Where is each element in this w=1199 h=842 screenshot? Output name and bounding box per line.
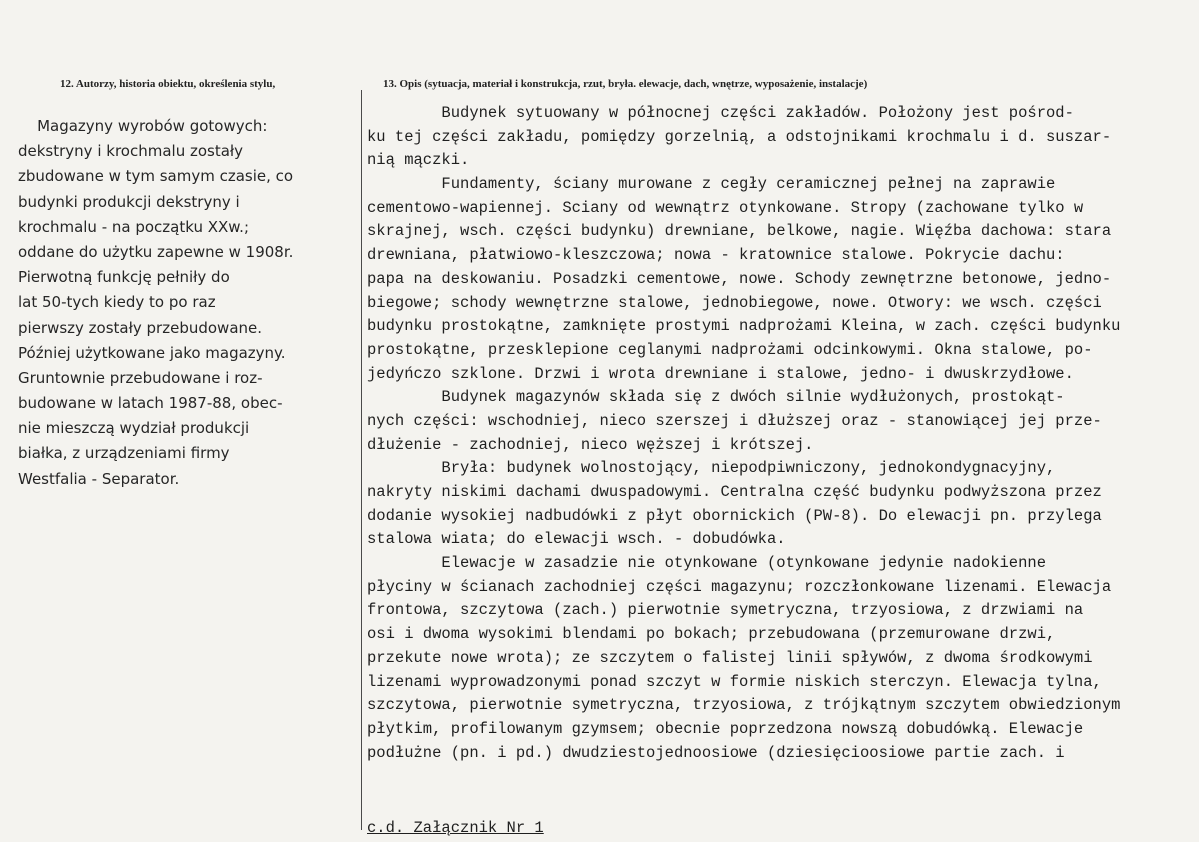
description-text-line: Bryła: budynek wolnostojący, niepodpiwniczony, jednokondygnacyjny, — [367, 459, 1056, 478]
description-text-line: frontowa, szczytowa (zach.) pierwotnie symetryczna, trzyosiowa, z drzwiami na — [367, 601, 1084, 620]
continuation-note: c.d. Załącznik Nr 1 — [367, 819, 544, 837]
description-text-line: nakryty niskimi dachami dwuspadowymi. Centralna część budynku podwyższona przez — [367, 483, 1102, 501]
history-text-line: Później użytkowane jako magazyny. — [18, 343, 286, 362]
description-text-line: dodanie wysokiej nadbudówki z płyt obornickich (PW-8). Do elewacji pn. przylega — [367, 506, 1102, 525]
description-text-line: drewniana, płatwiowo-kleszczowa; nowa - kratownice stalowe. Pokrycie dachu: — [367, 246, 1065, 265]
description-text-line: nych części: wschodniej, nieco szerszej i dłuższej oraz - stanowiącej jej prze- — [367, 411, 1102, 430]
description-text-line: prostokątne, przesklepione ceglanymi nadprożami odcinkowymi. Okna stalowe, po- — [367, 340, 1093, 359]
description-text-line: płytkim, profilowanym gzymsem; obecnie poprzedzona nowszą dobudówką. Elewacje — [367, 719, 1084, 738]
description-text-line: cementowo-wapiennej. Sciany od wewnątrz otynkowane. Stropy (zachowane tylko w — [367, 198, 1084, 217]
description-text-line: osi i dwoma wysokimi blendami po bokach; przebudowana (przemurowane drzwi, — [367, 625, 1056, 644]
description-text-line: lizenami wyprowadzonymi ponad szczyt w formie niskich sterczyn. Elewacja tylna, — [367, 672, 1102, 691]
history-text-line: Gruntownie przebudowane i roz- — [18, 368, 263, 387]
history-text-line: Westfalia - Separator. — [18, 469, 180, 488]
description-text-line: Budynek sytuowany w północnej części zakładów. Położony jest pośrod- — [367, 104, 1074, 122]
description-text-line: Fundamenty, ściany murowane z cegły ceramicznej pełnej na zaprawie — [367, 175, 1056, 194]
description-text-line: nią mączki. — [367, 151, 470, 170]
history-text-line: Pierwotną funkcję pełniły do — [18, 268, 230, 287]
description-text-line: płyciny w ścianach zachodniej części magazynu; rozczłonkowane lizenami. Elewacja — [367, 577, 1112, 596]
history-text-line: lat 50-tych kiedy to po raz — [18, 293, 216, 312]
description-text-line: stalowa wiata; do elewacji wsch. - dobudówka. — [367, 530, 786, 549]
description-text-line: skrajnej, wsch. części budynku) drewniane, belkowe, nagie. Więźba dachowa: stara — [367, 222, 1112, 241]
description-text-line: szczytowa, pierwotnie symetryczna, trzyosiowa, z trójkątnym szczytem obwiedzionym — [367, 696, 1121, 715]
description-text-line: ku tej części zakładu, pomiędzy gorzelnią, a odstojnikami krochmalu i d. suszar- — [367, 127, 1112, 146]
description-text-line: jedyńczo szklone. Drzwi i wrota drewniane i stalowe, jedno- i dwuskrzydłowe. — [367, 364, 1074, 383]
history-text-line: krochmalu - na początku XXw.; — [18, 217, 250, 236]
history-text-line: oddane do użytku zapewne w 1908r. — [18, 242, 294, 261]
history-text-line: budynki produkcji dekstryny i — [18, 192, 240, 211]
history-text-line: nie mieszczą wydział produkcji — [18, 419, 250, 438]
description-text-line: przekute nowe wrota); ze szczytem o falistej linii spływów, z dwoma środkowymi — [367, 648, 1093, 667]
description-text-line: dłużenie - zachodniej, nieco węższej i krótszej. — [367, 435, 814, 454]
description-text-line: biegowe; schody wewnętrzne stalowe, jednobiegowe, nowe. Otwory: we wsch. części — [367, 293, 1102, 312]
section-13-header: 13. Opis (sytuacja, materiał i konstrukcja, rzut, bryła. elewacje, dach, wnętrze, wyposażenie, instalacje) — [383, 78, 868, 90]
section-12-header: 12. Autorzy, historia obiektu, określenia stylu, — [60, 78, 276, 90]
column-divider — [361, 90, 362, 830]
description-text-line: Budynek magazynów składa się z dwóch silnie wydłużonych, prostokąt- — [367, 388, 1065, 407]
description-text-line: papa na deskowaniu. Posadzki cementowe, nowe. Schody zewnętrzne betonowe, jedno- — [367, 269, 1112, 288]
history-text-column — [18, 114, 358, 492]
description-text-line: podłużne (pn. i pd.) dwudziestojednoosiowe (dziesięcioosiowe partie zach. i — [367, 743, 1065, 762]
history-text-line: dekstryny i krochmalu zostały — [18, 142, 244, 161]
history-text-line: Magazyny wyrobów gotowych: — [18, 117, 268, 135]
history-text-line: zbudowane w tym samym czasie, co — [18, 167, 294, 186]
history-text-line: pierwszy zostały przebudowane. — [18, 318, 263, 337]
description-text-line: budynku prostokątne, zamknięte prostymi nadprożami Kleina, w zach. części budynku — [367, 317, 1121, 336]
description-text-line: Elewacje w zasadzie nie otynkowane (otynkowane jedynie nadokienne — [367, 554, 1047, 573]
description-text-column — [367, 102, 1197, 765]
history-text-line: białka, z urządzeniami firmy — [18, 444, 230, 463]
history-text-line: budowane w latach 1987-88, obec- — [18, 394, 283, 413]
